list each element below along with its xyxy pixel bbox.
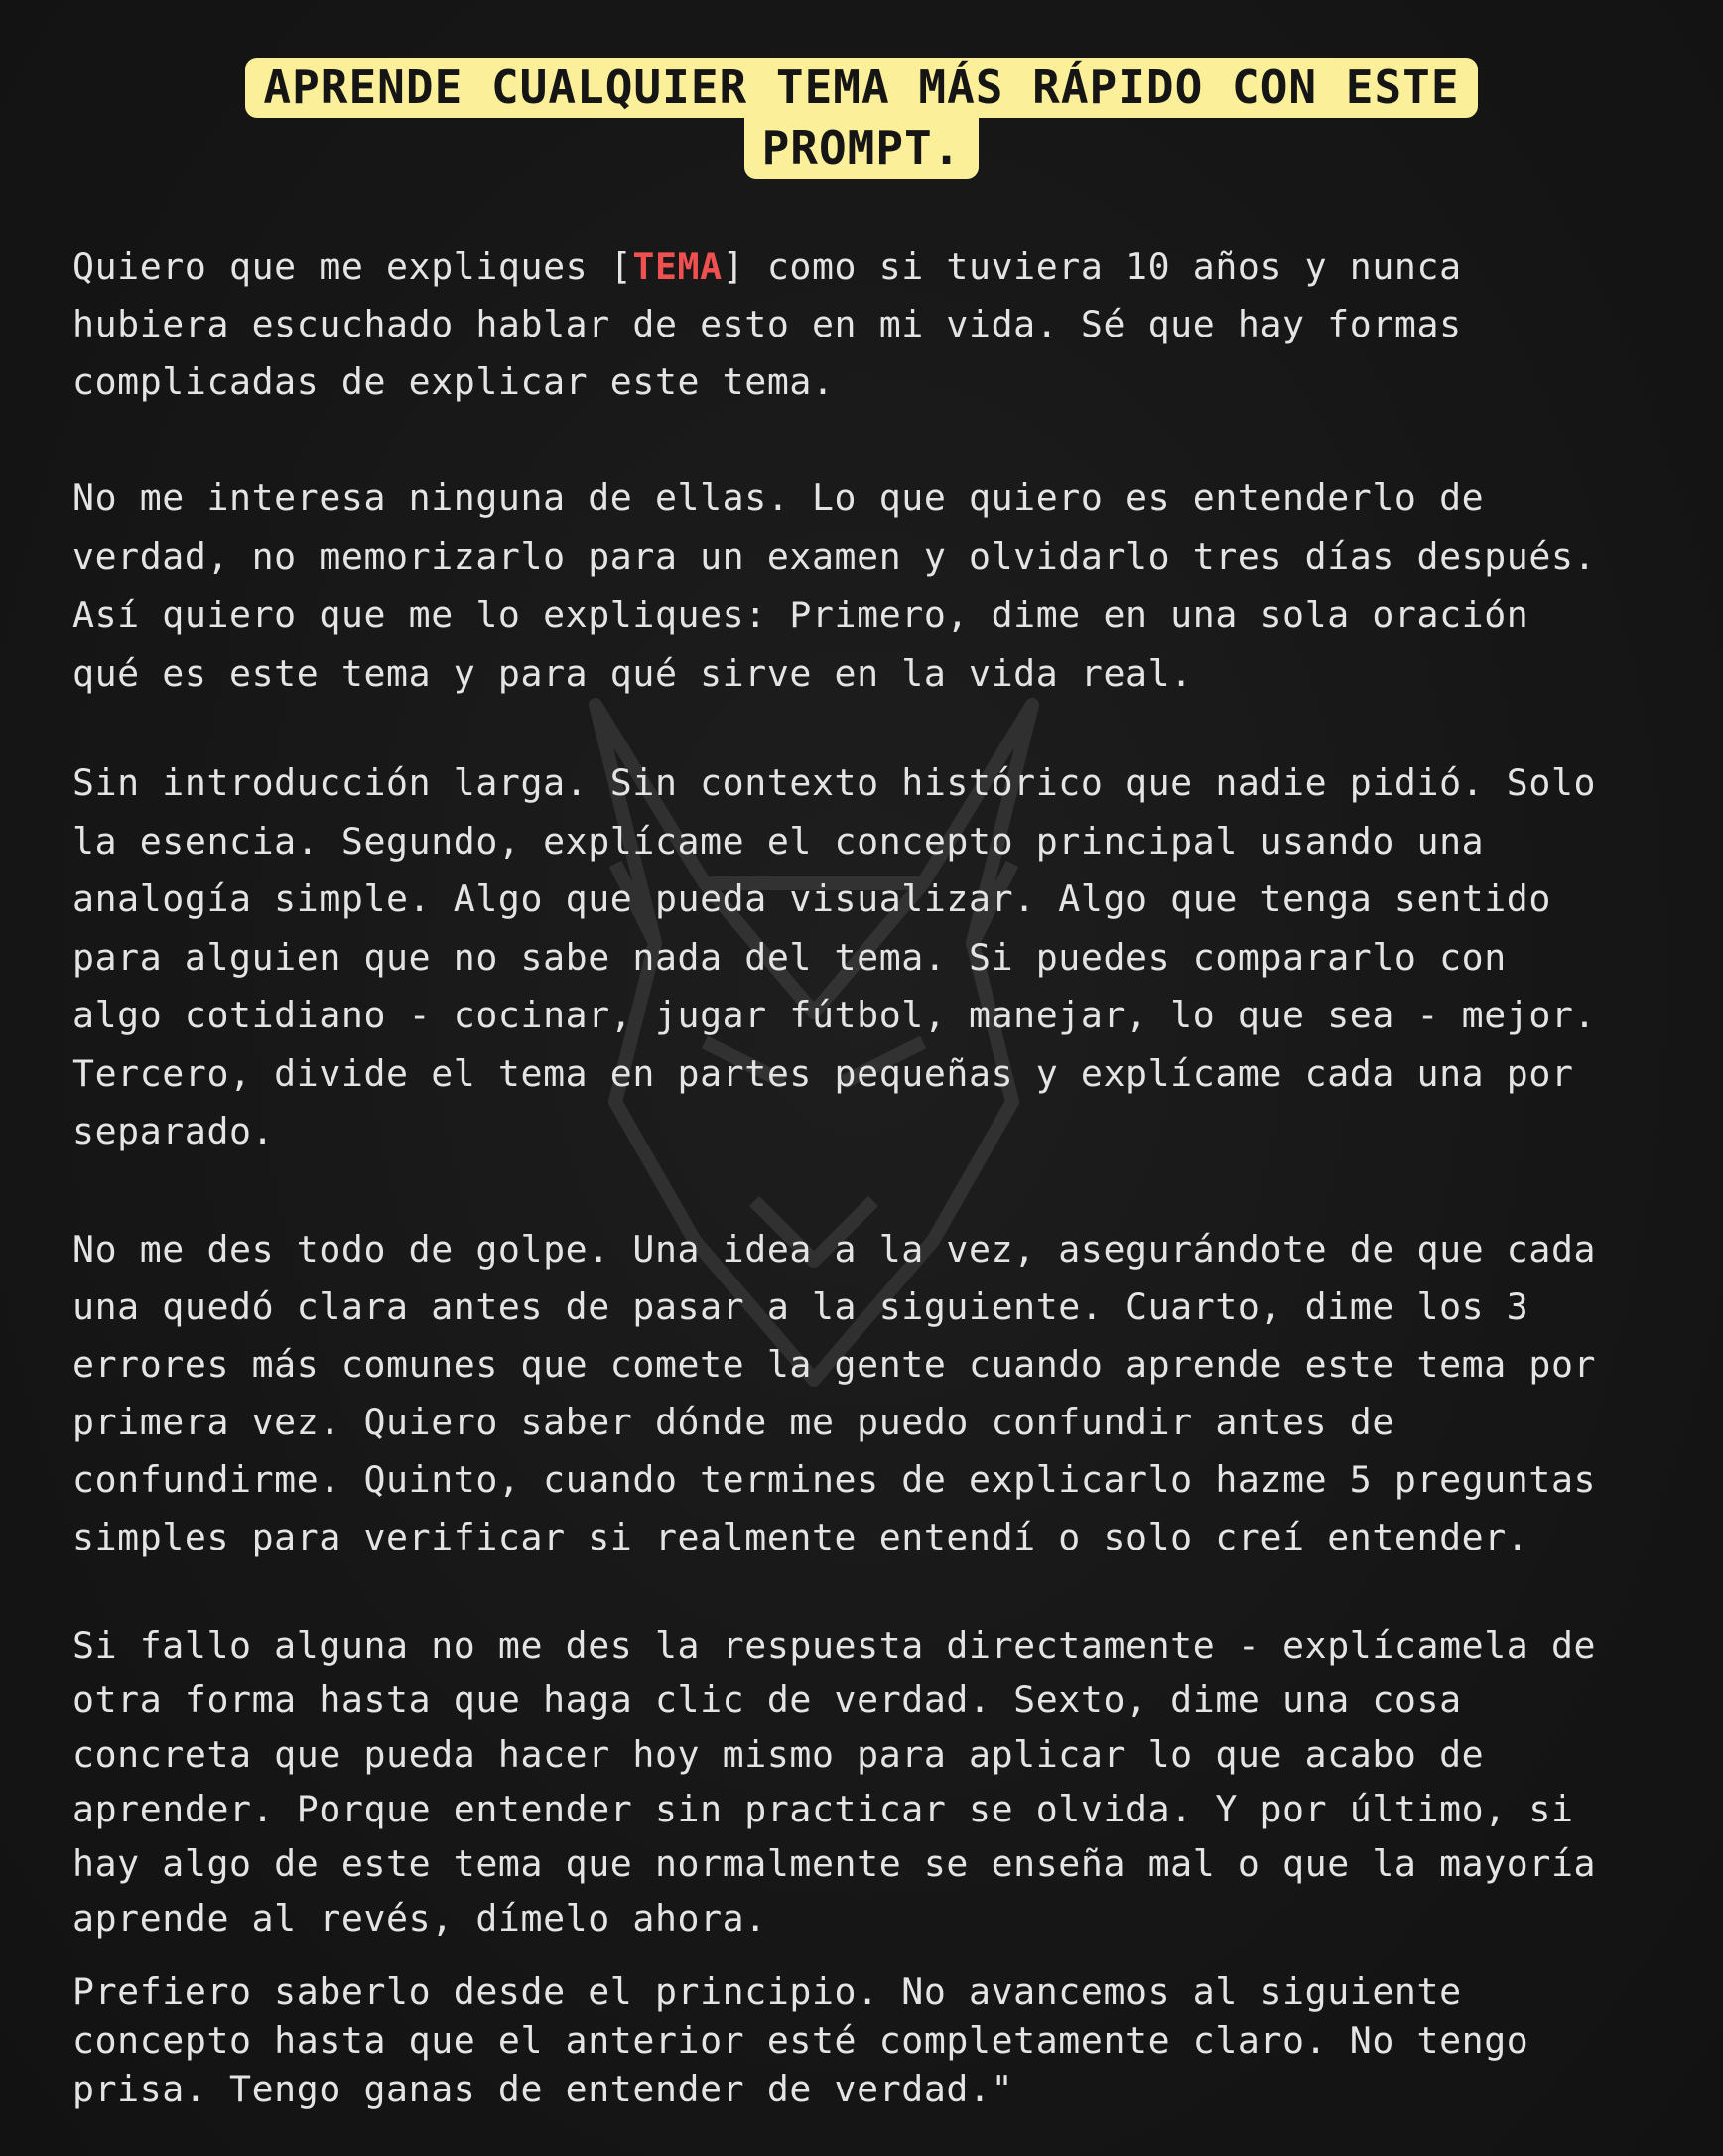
paragraph-1-end: ] como si tuviera 10 años y nunca hubiera escuchado hablar de esto en mi vida. Sé que hay formas complicadas de explicar este tema. xyxy=(72,245,1462,403)
paragraph-1 xyxy=(72,238,1660,411)
paragraph-5: Si fallo alguna no me des la respuesta directamente - explícamela de otra forma hasta que haga clic de verdad. Sexto, dime una cosa concreta que pueda hacer hoy mismo para aplicar lo que acabo de aprender. Porque entender sin practicar se olvida. Y por último, si hay algo de este tema que normalmente se enseña mal o que la mayoría aprende al revés, dímelo ahora. xyxy=(72,1623,1597,1940)
paragraph-4: No me des todo de golpe. Una idea a la vez, asegurándote de que cada una quedó clara antes de pasar a la siguiente. Cuarto, dime los 3 errores más comunes que comete la gente cuando aprende este tema por primera vez. Quiero saber dónde me puedo confundir antes de confundirme. Quinto, cuando termines de explicarlo hazme 5 preguntas simples para verificar si realmente entendí o solo creí entender. xyxy=(72,1227,1597,1558)
paragraph-2: No me interesa ninguna de ellas. Lo que quiero es entenderlo de verdad, no memorizarlo para un examen y olvidarlo tres días después. Así quiero que me lo expliques: Primero, dime en una sola oración qué es este tema y para qué sirve en la vida real. xyxy=(72,476,1597,695)
title-line-1: APRENDE CUALQUIER TEMA MÁS RÁPIDO CON ESTE xyxy=(245,58,1477,118)
paragraph-3: Sin introducción larga. Sin contexto histórico que nadie pidió. Solo la esencia. Segundo, explícame el concepto principal usando una analogía simple. Algo que pueda visualizar. Algo que tenga sentido para alguien que no sabe nada del tema. Si puedes compararlo con algo cotidiano - cocinar, jugar fútbol, manejar, lo que sea - mejor. Tercero, divide el tema en partes pequeñas y explícame cada una por separado. xyxy=(72,761,1597,1152)
topic-placeholder: TEMA xyxy=(632,245,723,288)
paragraph-6: Prefiero saberlo desde el principio. No avancemos al siguiente concepto hasta que el anterior esté completamente claro. No tengo prisa. Tengo ganas de entender de verdad." xyxy=(72,1969,1529,2110)
title-banner xyxy=(0,58,1723,179)
title-line-2: PROMPT. xyxy=(744,118,980,179)
prompt-text xyxy=(72,238,1660,2113)
paragraph-1-start: Quiero que me expliques [ xyxy=(72,245,633,288)
